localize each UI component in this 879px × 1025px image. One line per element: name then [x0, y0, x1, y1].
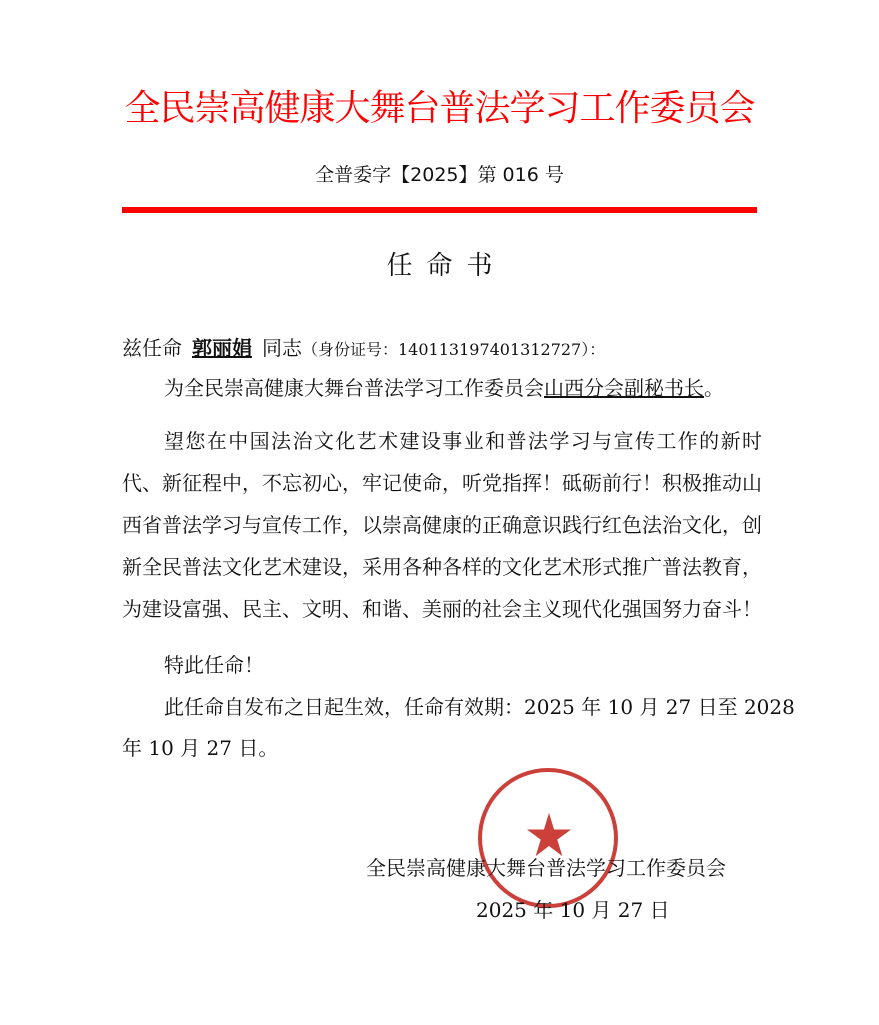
- appointment-line: [122, 333, 605, 365]
- signature-org: 全民崇高健康大舞台普法学习工作委员会: [366, 856, 726, 880]
- official-seal: [478, 768, 618, 908]
- doc-number: 全普委字【2025】第 016 号: [315, 164, 564, 186]
- validity-line-2: 年 10 月 27 日。: [122, 736, 279, 760]
- body-paragraph: 望您在中国法治文化艺术建设事业和普法学习与宣传工作的新时代、新征程中，不忘初心，牢记使命，听党指挥！砥砺前行！积极推动山西省普法学习与宣传工作，以崇高健康的正确意识践行红色法治文化，创新全民普法文化艺术建设，采用各种各样的文化艺术形式推广普法教育，为建设富强、民主、文明、和谐、美丽的社会主义现代化强国努力奋斗！: [122, 429, 762, 621]
- closing-line: 特此任命！: [164, 653, 264, 677]
- validity-line-1: 此任命自发布之日起生效，任命有效期：2025 年 10 月 27 日至 2028: [164, 695, 795, 719]
- document-title: 任命书: [386, 251, 507, 281]
- position-prefix: 为全民崇高健康大舞台普法学习工作委员会: [164, 376, 544, 400]
- id-number: （身份证号：140113197401312727）：: [302, 340, 606, 359]
- red-divider: [122, 207, 757, 213]
- org-title: 全民崇高健康大舞台普法学习工作委员会: [124, 88, 755, 129]
- position-title: 山西分会副秘书长: [544, 376, 704, 400]
- appointee-name: 郭丽娟: [192, 336, 252, 360]
- appoint-prefix: 兹任命: [122, 336, 182, 360]
- position-line: [164, 373, 724, 403]
- appoint-suffix: 同志: [262, 336, 302, 360]
- position-end: 。: [704, 376, 724, 400]
- star-icon: [526, 812, 572, 858]
- signature-date: 2025 年 10 月 27 日: [476, 898, 670, 922]
